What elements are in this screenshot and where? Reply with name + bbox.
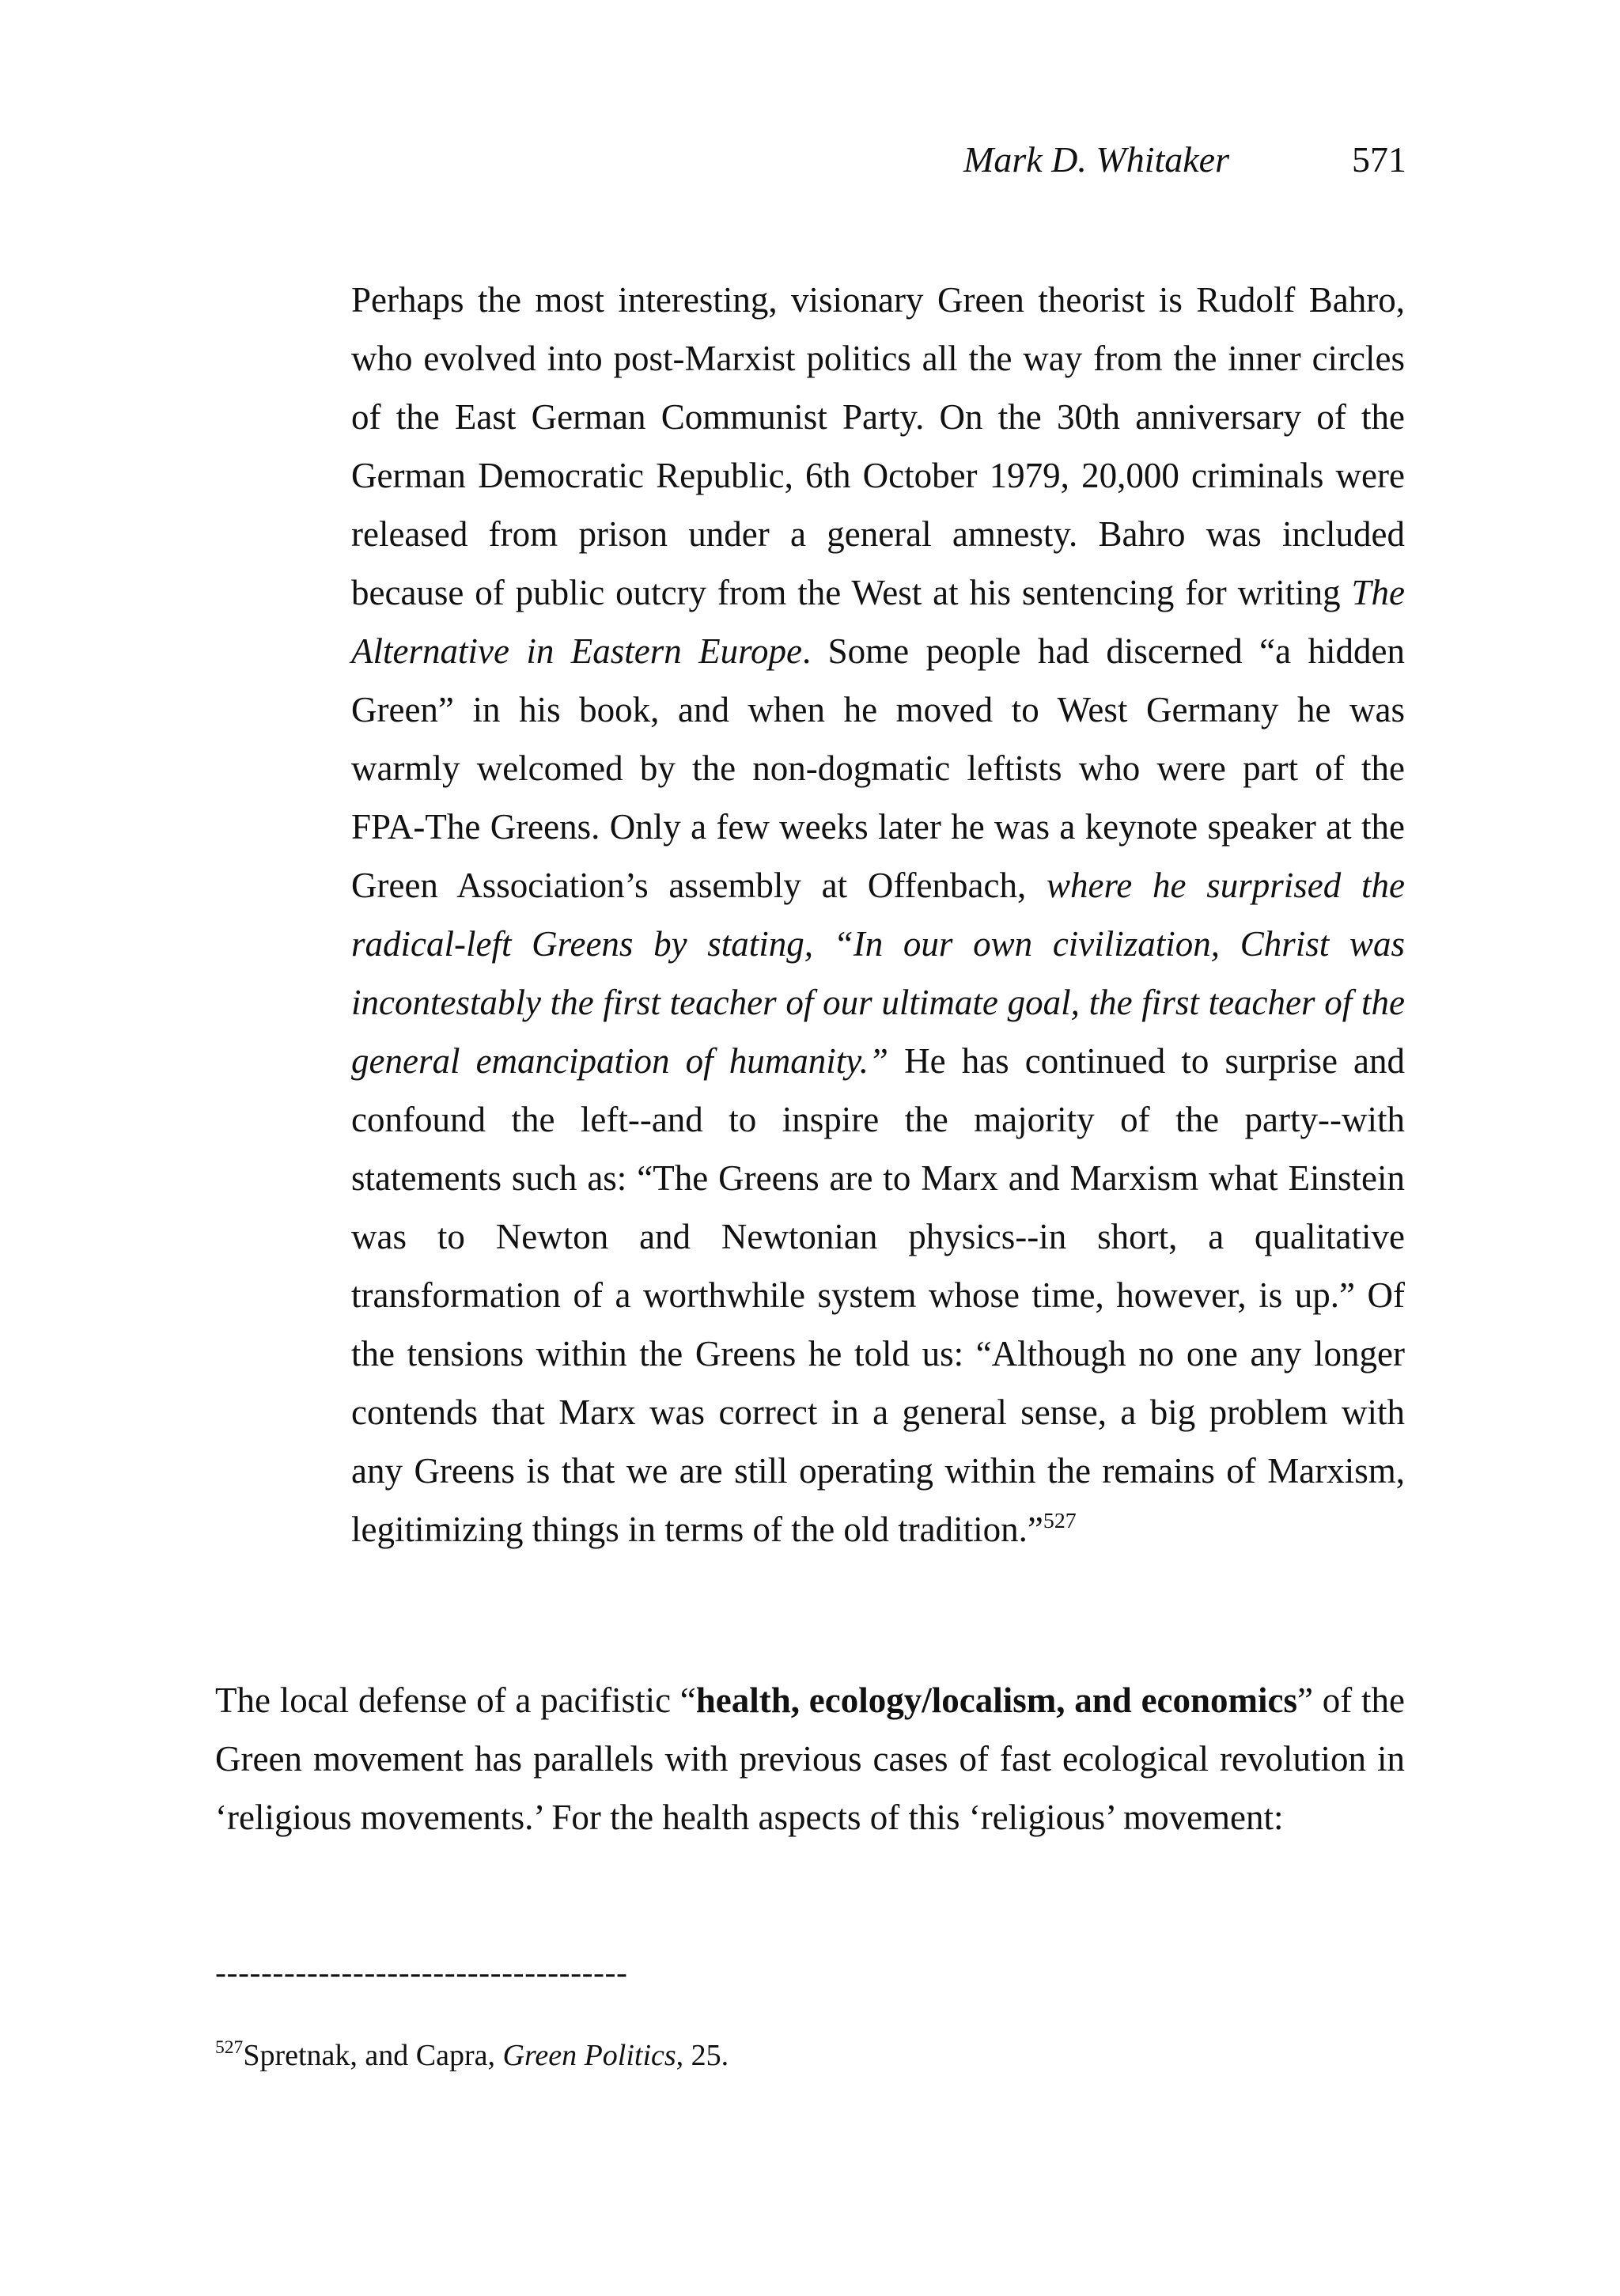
block-quote-text-3: He has continued to surprise and confound the left--and to inspire the majority of the party--with statements such as: “The Greens are to Marx and Marxism what Einstein was to Newton and Newtonian physics--in short, a qualitative transformation of a worthwhile system whose time, however, is up.” Of the tensions within the Greens he told us: “Although no one any longer contends that Marx was correct in a general sense, a big problem with any Greens is that we are still operating within the remains of Marxism, legitimizing things in terms of the old tradition.” [351,1041,1406,1549]
running-head-author: Mark D. Whitaker [963,139,1229,180]
running-head [870,136,1416,184]
page-number: 571 [1352,139,1406,180]
footnote-text-2: , 25. [676,2039,729,2072]
footnote-text-1: Spretnak, and Capra, [243,2039,503,2072]
footnote-reference[interactable]: 527 [1043,1508,1077,1533]
body-paragraph [215,1671,1405,1847]
italic-passage: where he surprised the radical-left Greens by stating, “In our own civilization, Christ was incontestably the first teacher of our ultimate goal, the first teacher of the general emancipation of humanity.” [351,866,1405,1081]
body-text-1: The local defense of a pacifistic “ [215,1680,696,1720]
block-quote-paragraph [351,271,1405,1559]
block-quote-text-2: . Some people had discerned “a hidden Green” in his book, and when he moved to West Germany he was warmly welcomed by the non-dogmatic leftists who were part of the FPA-The Greens. Only a few weeks later he was a keynote speaker at the Green Association’s assembly at Offenbach, [351,631,1405,905]
body-text-2: ” of the Green movement has parallels with previous cases of fast ecological revolution in ‘religious movements.’ For the health aspects of this ‘religious’ movement: [215,1680,1405,1837]
body-text [215,1671,1405,1847]
footnote-number: 527 [215,2037,244,2059]
book-title: The Alternative in Eastern Europe [351,573,1405,671]
block-quote-text-1: Perhaps the most interesting, visionary Green theorist is Rudolf Bahro, who evolved into post-Marxist politics all the way from the inner circles of the East German Communist Party. On the 30th anniversary of the German Democratic Republic, 6th October 1979, 20,000 criminals were released from prison under a general amnesty. Bahro was included because of public outcry from the West at his sentencing for writing [351,280,1405,612]
block-quote [351,271,1405,1559]
footnote [215,2035,1405,2076]
footnote-separator: ------------------------------------ [215,1955,628,1991]
footnote-title: Green Politics [502,2039,676,2072]
bold-phrase: health, ecology/localism, and economics [695,1680,1298,1720]
